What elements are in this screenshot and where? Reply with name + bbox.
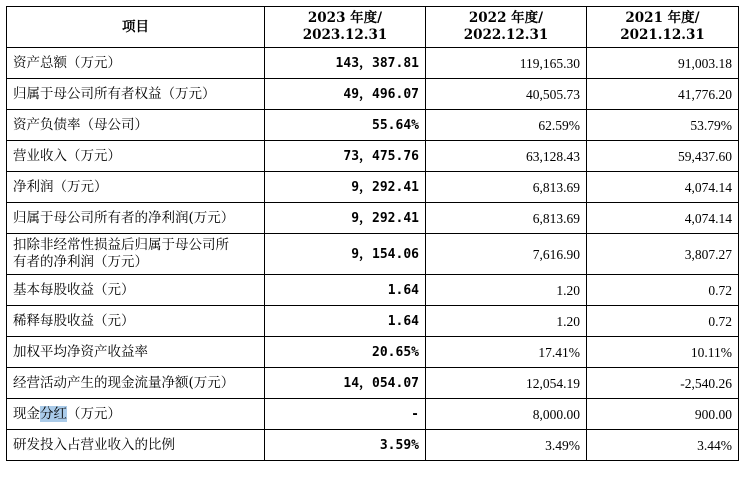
table-header-row	[7, 7, 739, 48]
table-row	[7, 172, 739, 203]
value-2023: -	[265, 399, 426, 430]
value-2021: 59,437.60	[587, 141, 739, 172]
value-2022: 1.20	[426, 275, 587, 306]
financial-data-table	[6, 6, 739, 461]
table-row	[7, 110, 739, 141]
row-label: 资产总额（万元）	[7, 48, 265, 79]
row-label: 基本每股收益（元）	[7, 275, 265, 306]
table-row	[7, 306, 739, 337]
value-2021: 3.44%	[587, 430, 739, 461]
header-2023: 2023 年度/ 2023.12.31	[265, 7, 426, 48]
value-2021: 3,807.27	[587, 234, 739, 275]
value-2023: 14，054.07	[265, 368, 426, 399]
table-row	[7, 203, 739, 234]
value-2023: 9，154.06	[265, 234, 426, 275]
header-2022: 2022 年度/ 2022.12.31	[426, 7, 587, 48]
value-2021: 41,776.20	[587, 79, 739, 110]
table-row	[7, 141, 739, 172]
table-row	[7, 399, 739, 430]
value-2022: 1.20	[426, 306, 587, 337]
value-2023: 3.59%	[265, 430, 426, 461]
value-2022: 62.59%	[426, 110, 587, 141]
table-row	[7, 430, 739, 461]
row-label-line: 扣除非经常性损益后归属于母公司所	[13, 237, 229, 253]
row-label: 加权平均净资产收益率	[7, 337, 265, 368]
value-2021: 10.11%	[587, 337, 739, 368]
header-2021: 2021 年度/ 2021.12.31	[587, 7, 739, 48]
value-2023: 49，496.07	[265, 79, 426, 110]
value-2022: 63,128.43	[426, 141, 587, 172]
value-2021: 4,074.14	[587, 203, 739, 234]
row-label: 经营活动产生的现金流量净额(万元）	[7, 368, 265, 399]
table-row	[7, 337, 739, 368]
row-label: 研发投入占营业收入的比例	[7, 430, 265, 461]
value-2021: -2,540.26	[587, 368, 739, 399]
value-2022: 6,813.69	[426, 172, 587, 203]
header-item: 项目	[7, 7, 265, 48]
value-2021: 0.72	[587, 306, 739, 337]
value-2021: 91,003.18	[587, 48, 739, 79]
value-2023: 55.64%	[265, 110, 426, 141]
value-2022: 6,813.69	[426, 203, 587, 234]
value-2021: 0.72	[587, 275, 739, 306]
row-label: 稀释每股收益（元）	[7, 306, 265, 337]
row-label: 营业收入（万元）	[7, 141, 265, 172]
row-label: 资产负债率（母公司）	[7, 110, 265, 141]
table-row	[7, 79, 739, 110]
value-2022: 17.41%	[426, 337, 587, 368]
value-2023: 1.64	[265, 306, 426, 337]
value-2022: 3.49%	[426, 430, 587, 461]
value-2021: 53.79%	[587, 110, 739, 141]
value-2022: 119,165.30	[426, 48, 587, 79]
value-2023: 1.64	[265, 275, 426, 306]
value-2023: 9，292.41	[265, 203, 426, 234]
row-label-line: 有者的净利润（万元）	[13, 254, 148, 270]
value-2023: 73，475.76	[265, 141, 426, 172]
value-2023: 20.65%	[265, 337, 426, 368]
row-label	[7, 234, 265, 275]
value-2023: 9，292.41	[265, 172, 426, 203]
value-2021: 4,074.14	[587, 172, 739, 203]
value-2023: 143，387.81	[265, 48, 426, 79]
table-row	[7, 234, 739, 275]
value-2022: 40,505.73	[426, 79, 587, 110]
table-row	[7, 48, 739, 79]
row-label: 现金分红（万元）	[7, 399, 265, 430]
highlighted-text[interactable]: 分红	[40, 405, 67, 422]
value-2022: 8,000.00	[426, 399, 587, 430]
table-row	[7, 275, 739, 306]
row-label: 归属于母公司所有者权益（万元）	[7, 79, 265, 110]
value-2021: 900.00	[587, 399, 739, 430]
value-2022: 7,616.90	[426, 234, 587, 275]
row-label: 净利润（万元）	[7, 172, 265, 203]
table-row	[7, 368, 739, 399]
value-2022: 12,054.19	[426, 368, 587, 399]
row-label: 归属于母公司所有者的净利润(万元）	[7, 203, 265, 234]
